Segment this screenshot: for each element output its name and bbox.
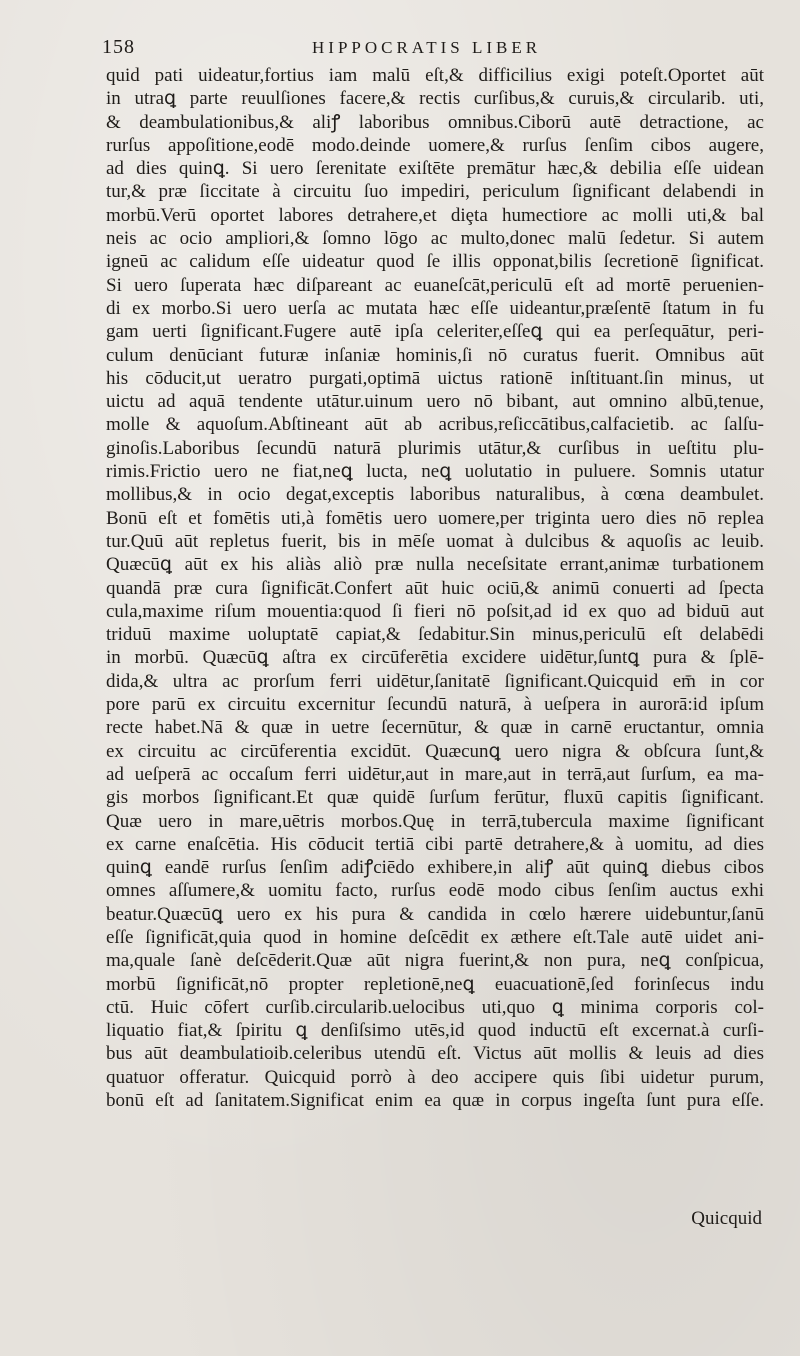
text-line: igneū ac calidum eſſe uideatur quod ſe illis opponat,bilis ſecretionē ſignificat. [106,251,764,273]
text-line: bonū eſt ad ſanitatem.Significat enim ea quæ in corpus ingeſta ſunt pura eſſe. [106,1090,764,1112]
text-line: ctū. Huic cōfert curſib.circularib.uelocibus uti,quo ꝗ minima corporis col- [106,996,764,1018]
text-line: uictu ad aquā tendente utātur.uinum uero nō bibant, aut omnino albū,tenue, [106,391,764,413]
text-line: rurſus appoſitione,eodē modo.deinde uomere,& rurſus ſenſim cibos augere, [106,134,764,156]
text-line: liquatio fiat,& ſpiritu ꝗ denſiſsimo utēs,id quod inductū eſt excernat.à curſi- [106,1020,764,1042]
text-line: cula,maxime riſum mouentia:quod ſi fieri nō poſsit,ad id ex quo ad biduū aut [106,600,764,622]
text-line: culum denūciant futuræ inſaniæ hominis,ſi nō curatus fuerit. Omnibus aūt [106,344,764,366]
text-line: rimis.Frictio uero ne fiat,neꝗ lucta, neꝗ uolutatio in puluere. Somnis utatur [106,461,764,483]
text-line: ex circuitu ac circūferentia excidūt. Quæcunꝗ uero nigra & obſcura ſunt,& [106,740,764,762]
text-line: Quæcūꝗ aūt ex his aliàs aliò præ nulla neceſsitate errant,animæ turbationem [106,554,764,576]
running-title: HIPPOCRATIS LIBER [312,38,542,57]
text-line: triduū maxime uoluptatē capiat,& ſedabitur.Sin minus,periculū eſt delabēdi [106,624,764,646]
text-line: his cōducit,ut ueratro purgati,optimā uictus rationē inſtituant.ſin minus, ut [106,367,764,389]
text-line: ad ueſperā ac occaſum ferri uidētur,aut in mare,aut in terrā,aut ſurſum, ea ma- [106,763,764,785]
text-line: di ex morbo.Si uero uerſa ac mutata hæc eſſe uideantur,præſentē ſtatum in fu [106,297,764,319]
text-line: gis morbos ſignificant.Et quæ quidē ſurſum ferūtur, fluxū capitis ſignificant. [106,787,764,809]
text-line: pore parū ex circuitu excernitur ſecundū naturā, à ueſpera in aurorā:id ipſum [106,694,764,716]
text-line: in utraꝗ parte reuulſiones facere,& rectis curſibus,& curuis,& circularib. uti, [106,88,764,110]
text-line: quid pati uideatur,fortius iam malū eſt,& difficilius exigi poteſt.Oportet aūt [106,65,764,86]
text-line: beatur.Quæcūꝗ uero ex his pura & candida in cœlo hærere uidebuntur,ſanū [106,903,764,925]
text-line: eſſe ſignificāt,quia quod in homine deſcēdit ex æthere eſt.Tale autē uidet ani- [106,926,764,948]
text-line: mollibus,& in ocio degat,exceptis laboribus naturalibus, à cœna deambulet. [106,484,764,506]
text-line: tur,& præ ſiccitate à circuitu ſuo impediri, periculum ſignificant delabendi in [106,181,764,203]
running-head [102,36,762,58]
text-line: quandā præ cura ſignificāt.Confert aūt huic ociū,& animū conuerti ad ſpecta [106,577,764,599]
body-text [106,64,764,1112]
text-line: molle & aquoſum.Abſtineant aūt ab acribus,reſiccātibus,calfacietib. ac ſalſu- [106,414,764,436]
text-line: recte habet.Nā & quæ in uetre ſecernūtur, & quæ in carnē eructantur, omnia [106,717,764,739]
text-line: in morbū. Quæcūꝗ aſtra ex circūferētia excidere uidētur,ſuntꝗ pura & ſplē- [106,647,764,669]
text-line: Si uero ſuperata hæc diſpareant ac euaneſcāt,periculū eſt ad mortē peruenien- [106,274,764,296]
text-line: neis ac ocio ampliori,& ſomno lōgo ac multo,donec malū ſedetur. Si autem [106,228,764,250]
text-line: ma,quale ſanè deſcēderit.Quæ aūt nigra fuerint,& non pura, neꝗ conſpicua, [106,950,764,972]
text-line: quinꝗ eandē rurſus ſenſim adiꝭciēdo exhibere,in aliꝭ aūt quinꝗ diebus cibos [106,857,764,879]
text-line: morbū ſignificāt,nō propter repletionē,neꝗ euacuationē,ſed forinſecus indu [106,973,764,995]
catchword: Quicquid [691,1208,762,1229]
text-line: quatuor offeratur. Quicquid porrò à deo accipere quis ſibi uidetur purum, [106,1066,764,1088]
text-line: morbū.Verū oportet labores detrahere,et diȩta humectiore ac molli uti,& bal [106,204,764,226]
text-line: omnes aſſumere,& uomitu facto, rurſus eodē modo cibus ſenſim auctus exhi [106,880,764,902]
page-number: 158 [102,36,135,58]
text-line: tur.Quū aūt repletus fuerit, bis in mēſe uomat à dulcibus & aquoſis ac leuib. [106,530,764,552]
text-line: ex carne enaſcētia. His cōducit tertiā cibi partē detrahere,& à uomitu, ad dies [106,833,764,855]
text-line: gam uerti ſignificant.Fugere autē ipſa celeriter,eſſeꝗ qui ea perſequātur, peri- [106,321,764,343]
text-line: Bonū eſt et fomētis uti,à fomētis uero uomere,per triginta uero dies nō replea [106,507,764,529]
text-line: Quæ uero in mare,uētris morbos.Quę in terrā,tubercula maxime ſignificant [106,810,764,832]
text-line: ginoſis.Laboribus ſecundū naturā plurimis utātur,& curſibus in ueſtitu plu- [106,437,764,459]
text-line: bus aūt deambulatioib.celeribus utendū eſt. Victus aūt mollis & leuis ad dies [106,1043,764,1065]
text-line: & deambulationibus,& aliꝭ laboribus omnibus.Ciborū autē detractione, ac [106,111,764,133]
text-line: ad dies quinꝗ. Si uero ſerenitate exiſtēte premātur hæc,& debilia eſſe uidean [106,158,764,180]
text-line: dida,& ultra ac prorſum ferri uidētur,ſanitatē ſignificant.Quicquid em̄ in cor [106,670,764,692]
